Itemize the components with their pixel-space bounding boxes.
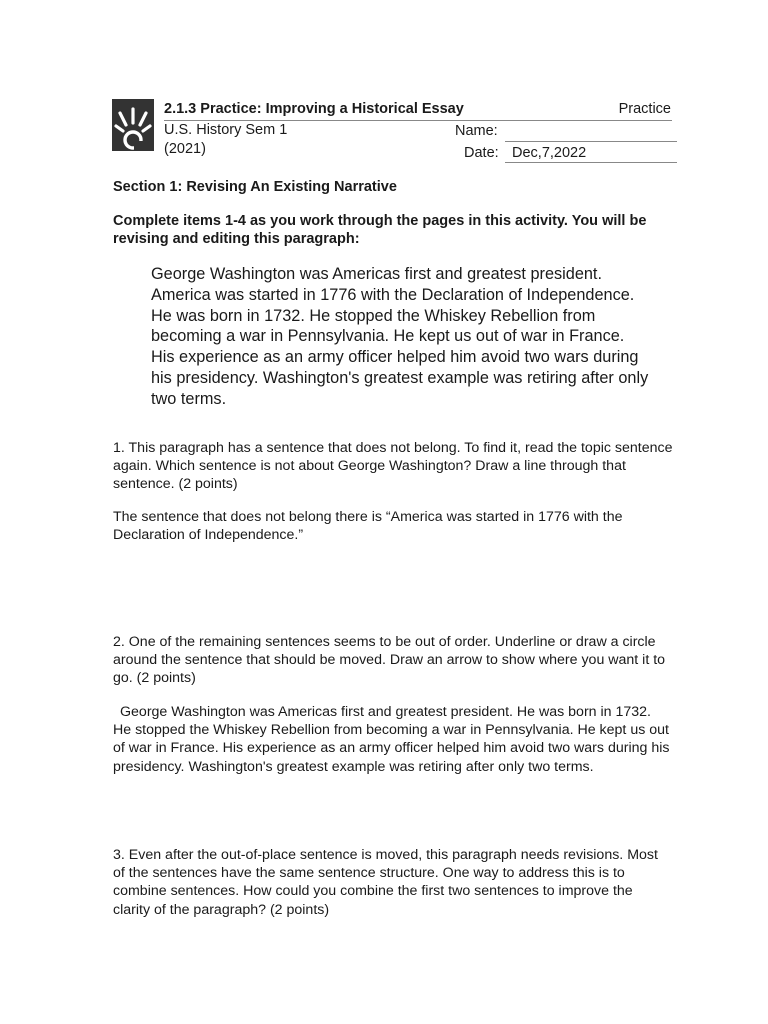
- course-name: U.S. History Sem 1: [164, 122, 288, 138]
- essay-paragraph: George Washington was Americas first and greatest president. America was started in 1776 with the Declaration of Independence. He was born in 1732. He stopped the Whiskey Rebellion from becoming a war in Pennsylvania. He kept us out of war in France. His experience as an army officer helped him avoid two wars during his presidency. Washington's greatest example was retiring after only two terms.: [151, 265, 649, 408]
- question-2-answer[interactable]: [113, 703, 673, 776]
- question-1-answer[interactable]: The sentence that does not belong there is “America was started in 1776 with the Declaration of Independence.”: [113, 509, 623, 544]
- instructions: Complete items 1-4 as you work through the pages in this activity. You will be revising and editing this paragraph:: [113, 213, 647, 247]
- assignment-type-label: Practice: [618, 101, 671, 117]
- sun-logo-icon: [112, 99, 154, 151]
- date-field[interactable]: Dec,7,2022: [512, 145, 587, 161]
- page-title: 2.1.3 Practice: Improving a Historical Essay: [164, 101, 464, 117]
- question-3-prompt: 3. Even after the out-of-place sentence is moved, this paragraph needs revisions. Most of the sentences have the same sentence structure. One way to address this is to combine sentences. How could you combine the first two sentences to improve the clarity of the paragraph? (2 points): [113, 847, 658, 918]
- question-2-answer-text: George Washington was Americas first and greatest president. He was born in 1732. He stopped the Whiskey Rebellion from becoming a war in Pennsylvania. He kept us out of war in France. His experience as an army officer helped him avoid two wars during his presidency. Washington's greatest example was retiring after only two terms.: [113, 704, 670, 775]
- date-label: Date:: [464, 145, 499, 161]
- course-info: [164, 121, 287, 159]
- question-1-prompt: 1. This paragraph has a sentence that does not belong. To find it, read the topic sentence again. Which sentence is not about George Washington? Draw a line through that sentence. (2 points): [113, 440, 673, 493]
- name-label: Name:: [455, 123, 498, 139]
- date-field-underline: [505, 162, 677, 163]
- question-2-prompt: 2. One of the remaining sentences seems to be out of order. Underline or draw a circle around the sentence that should be moved. Draw an arrow to show where you want it to go. (2 points): [113, 634, 666, 687]
- section-heading: Section 1: Revising An Existing Narrative: [113, 179, 397, 195]
- name-field[interactable]: [505, 141, 677, 142]
- course-year: (2021): [164, 141, 206, 157]
